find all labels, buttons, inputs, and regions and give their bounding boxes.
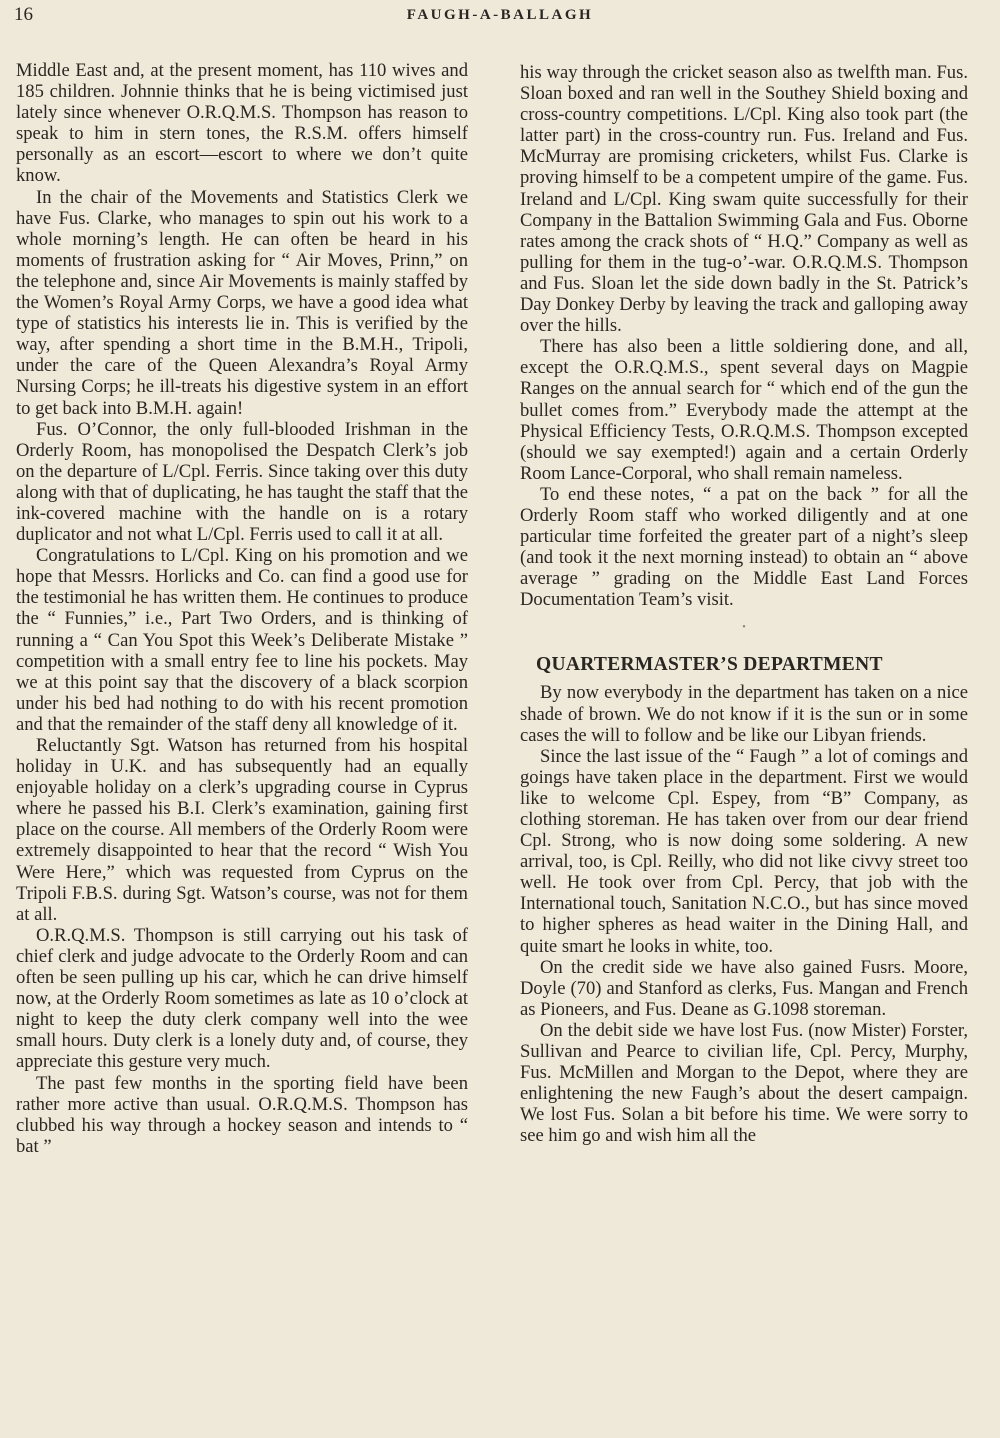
paragraph: Since the last issue of the “ Faugh ” a lot of comings and goings have taken place in the department. First we would like to welcome Cpl. Espey, from “B” Company, as clothing storeman. He has taken over from our dear friend Cpl. Strong, who is now doing some soldering. A new arrival, too, is Cpl. Reilly, who did not like civvy street too well. He took over from Cpl. Percy, that job with the International touch, Sanitation N.C.O., but has since moved to higher spheres as head waiter in the Dining Hall, and quite smart he looks in white, too.	[520, 745, 968, 957]
running-title: FAUGH-A-BALLAGH	[406, 7, 594, 23]
page-header	[14, 4, 986, 34]
page-number: 16	[14, 4, 33, 25]
paragraph: Fus. O’Connor, the only full-blooded Irishman in the Orderly Room, has monopolised the Despatch Clerk’s job on the departure of L/Cpl. Ferris. Since taking over this duty along with that of duplicating, he has taught the staff that the ink-covered machine with the handle on is a rotary duplicator and not what L/Cpl. Ferris used to call it at all.	[16, 418, 468, 546]
paragraph: By now everybody in the department has taken on a nice shade of brown. We do not know if it is the sun or in some cases the will to follow and be like our Libyan friends.	[520, 682, 968, 746]
paragraph: On the credit side we have also gained Fusrs. Moore, Doyle (70) and Stanford as clerks, Fus. Mangan and French as Pioneers, and Fus. Deane as G.1098 storeman.	[520, 956, 968, 1020]
paragraph: Reluctantly Sgt. Watson has returned from his hospital holiday in U.K. and has subsequently had an equally enjoyable holiday on a clerk’s upgrading course in Cyprus where he passed his B.I. Clerk’s examination, gaining first place on the course. All members of the Orderly Room were extremely disappointed to hear that the record “ Wish You Were Here,” which was requested from Cyprus on the Tripoli F.B.S. during Sgt. Watson’s course, was not for them at all.	[16, 735, 468, 925]
paragraph: O.R.Q.M.S. Thompson is still carrying out his task of chief clerk and judge advocate to the Orderly Room and can often be seen pulling up his car, which he can drive himself now, at the Orderly Room sometimes as late as 10 o’clock at night to keep the duty clerk company well into the wee small hours. Duty clerk is a lonely duty and, of course, they appreciate this gesture very much.	[16, 924, 468, 1073]
right-column	[520, 62, 968, 1147]
section-heading: QUARTERMASTER’S DEPARTMENT	[536, 654, 883, 676]
paragraph: his way through the cricket season also as twelfth man. Fus. Sloan boxed and ran well in the Southey Shield boxing and cross-country competitions. L/Cpl. King also took part (the latter part) in the cross-country run. Fus. Ireland and Fus. McMurray are promising cricketers, whilst Fus. Clarke is proving himself to be a competent umpire of the game. Fus. Ireland and L/Cpl. King swam quite successfully for their Company in the Battalion Swimming Gala and Fus. Oborne rates among the crack shots of “ H.Q.” Company as well as pulling for them in the tug-o’-war. O.R.Q.M.S. Thompson and Fus. Sloan let the side down badly in the St. Patrick’s Day Donkey Derby by leaving the track and galloping away over the hills.	[520, 62, 968, 337]
paragraph: The past few months in the sporting field have been rather more active than usual. O.R.Q.M.S. Thompson has clubbed his way through a hockey season and intends to “ bat ”	[16, 1072, 468, 1157]
paragraph: Middle East and, at the present moment, has 110 wives and 185 children. Johnnie thinks that he is being victimised just lately since whenever O.R.Q.M.S. Thompson has reason to speak to him in stern tones, the R.S.M. offers himself personally as an escort—escort to where we don’t quite know.	[16, 60, 468, 187]
paragraph: Congratulations to L/Cpl. King on his promotion and we hope that Messrs. Horlicks and Co. can find a good use for the testimonial he has written them. He continues to produce the “ Funnies,” i.e., Part Two Orders, and is thinking of running a “ Can You Spot this Week’s Deliberate Mistake ” competition with a small entry fee to line his pockets. May we at this point say that the discovery of a black scorpion under his bed had nothing to do with his recent promotion and that the remainder of the staff deny all knowledge of it.	[16, 545, 468, 735]
separator-dot: •	[742, 622, 746, 634]
paragraph: In the chair of the Movements and Statistics Clerk we have Fus. Clarke, who manages to spin out his work to a whole morning’s length. He can often be heard in his moments of frustration asking for “ Air Moves, Prinn,” on the telephone and, since Air Movements is mainly staffed by the Women’s Royal Army Corps, we have a good idea what type of statistics his interests lie in. This is verified by the way, after spending a short time in the B.M.H., Tripoli, under the care of the Queen Alexandra’s Royal Army Nursing Corps; he ill-treats his digestive system in an effort to get back into B.M.H. again!	[16, 186, 468, 419]
paragraph: To end these notes, “ a pat on the back ” for all the Orderly Room staff who worked diligently and at one particular time forfeited the greater part of a night’s sleep (and took it the next morning instead) to obtain an “ above average ” grading on the Middle East Land Forces Documentation Team’s visit.	[520, 483, 968, 611]
paragraph: On the debit side we have lost Fus. (now Mister) Forster, Sullivan and Pearce to civilian life, Cpl. Percy, Murphy, Fus. McMillen and Morgan to the Depot, where they are enlightening the new Faugh’s about the desert campaign. We lost Fus. Solan a bit before his time. We were sorry to see him go and wish him all the	[520, 1019, 968, 1147]
left-column	[16, 60, 468, 1157]
paragraph: There has also been a little soldiering done, and all, except the O.R.Q.M.S., spent several days on Magpie Ranges on the annual search for “ which end of the gun the bullet comes from.” Everybody made the attempt at the Physical Efficiency Tests, O.R.Q.M.S. Thompson excepted (should we say exempted!) again and a certain Orderly Room Lance-Corporal, who shall remain nameless.	[520, 336, 968, 484]
